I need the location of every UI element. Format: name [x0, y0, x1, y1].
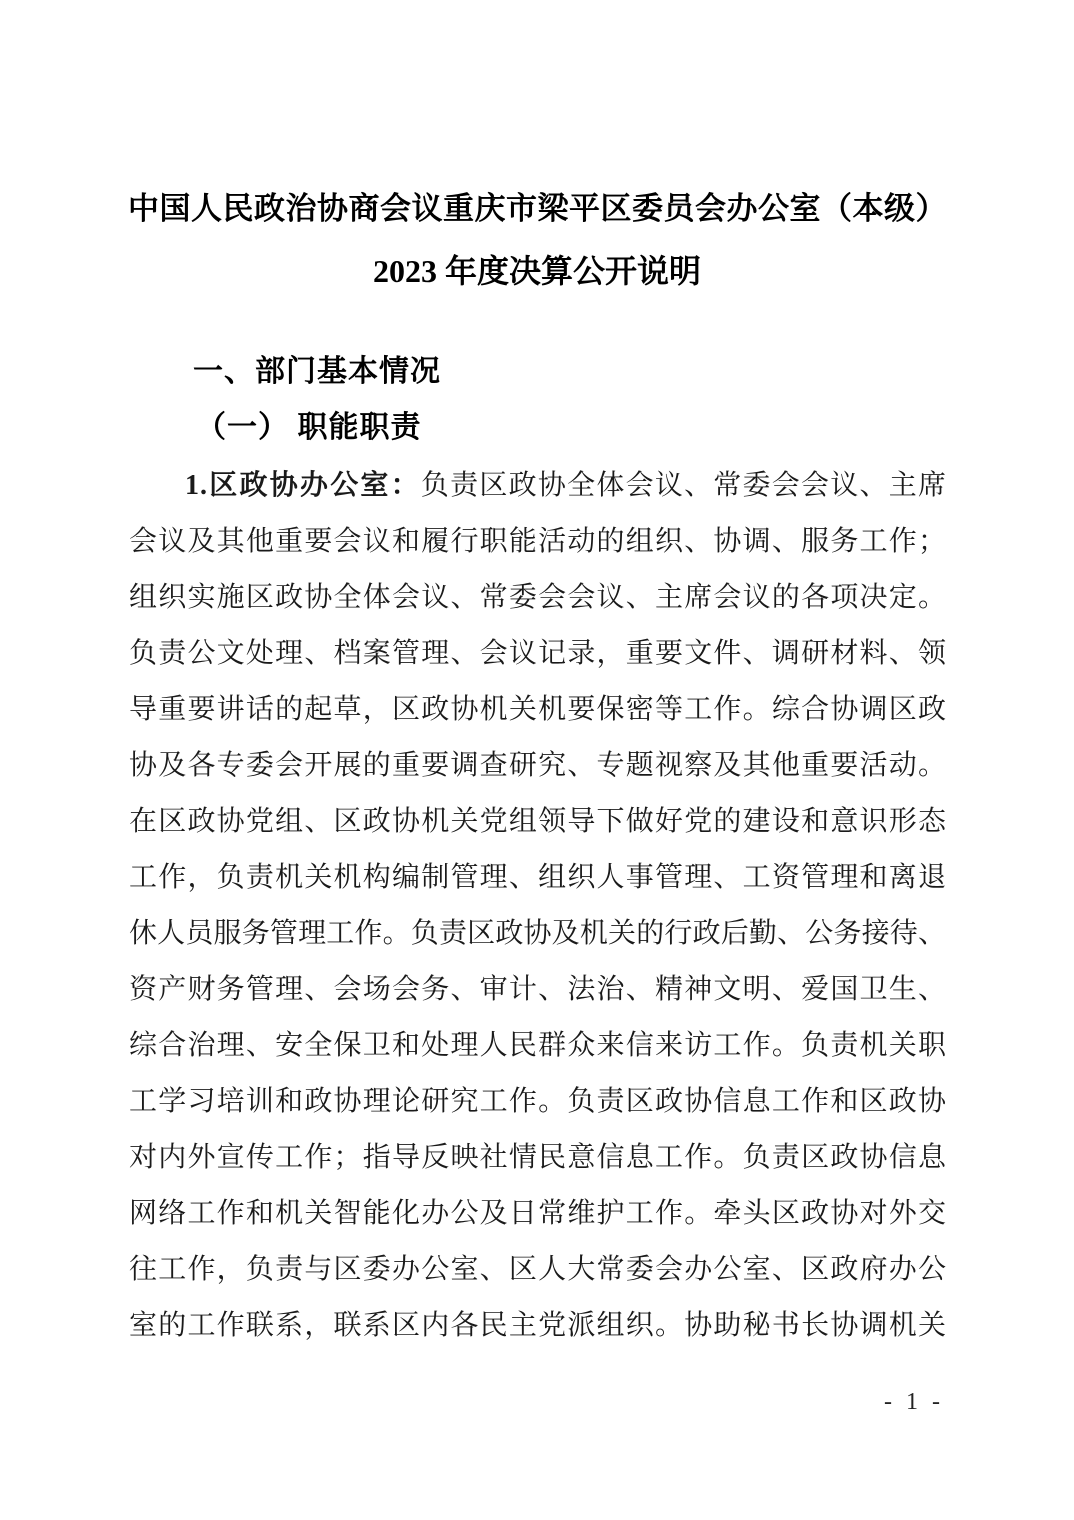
body-line — [129, 458, 946, 514]
body-line: 室的工作联系，联系区内各民主党派组织。协助秘书长协调机关 — [129, 1310, 946, 1341]
document-title — [128, 186, 946, 294]
body-line: 在区政协党组、区政协机关党组领导下做好党的建设和意识形态 — [129, 806, 946, 837]
body-line: 对内外宣传工作；指导反映社情民意信息工作。负责区政协信息 — [129, 1142, 946, 1173]
subsection-heading: （一） 职能职责 — [196, 411, 422, 444]
body-line: 往工作，负责与区委办公室、区人大常委会办公室、区政府办公 — [129, 1254, 946, 1285]
body-line: 负责公文处理、档案管理、会议记录，重要文件、调研材料、领 — [129, 638, 946, 669]
body-line: 协及各专委会开展的重要调查研究、专题视察及其他重要活动。 — [129, 750, 946, 781]
section-heading: 一、部门基本情况 — [193, 355, 441, 388]
body-line: 资产财务管理、会场会务、审计、法治、精神文明、爱国卫生、 — [129, 974, 946, 1005]
body-line: 网络工作和机关智能化办公及日常维护工作。牵头区政协对外交 — [129, 1198, 946, 1229]
body-line: 工学习培训和政协理论研究工作。负责区政协信息工作和区政协 — [129, 1086, 946, 1117]
body-line: 组织实施区政协全体会议、常委会会议、主席会议的各项决定。 — [129, 582, 946, 613]
body-line: 导重要讲话的起草，区政协机关机要保密等工作。综合协调区政 — [129, 694, 946, 725]
body-line: 综合治理、安全保卫和处理人民群众来信来访工作。负责机关职 — [129, 1030, 946, 1061]
body-line: 会议及其他重要会议和履行职能活动的组织、协调、服务工作； — [129, 526, 946, 557]
body-line: 工作，负责机关机构编制管理、组织人事管理、工资管理和离退 — [129, 862, 946, 893]
paragraph-lead-text: 负责区政协全体会议、常委会会议、主席 — [420, 470, 946, 501]
body-paragraph — [129, 458, 946, 1354]
document-title-line-2: 2023 年度决算公开说明 — [372, 253, 701, 289]
body-line: 休人员服务管理工作。负责区政协及机关的行政后勤、公务接待、 — [129, 918, 946, 949]
document-title-line-1: 中国人民政治协商会议重庆市梁平区委员会办公室（本级） — [128, 191, 947, 226]
paragraph-lead-label: 1.区政协办公室： — [185, 470, 421, 501]
page-number: - 1 - — [884, 1389, 944, 1415]
